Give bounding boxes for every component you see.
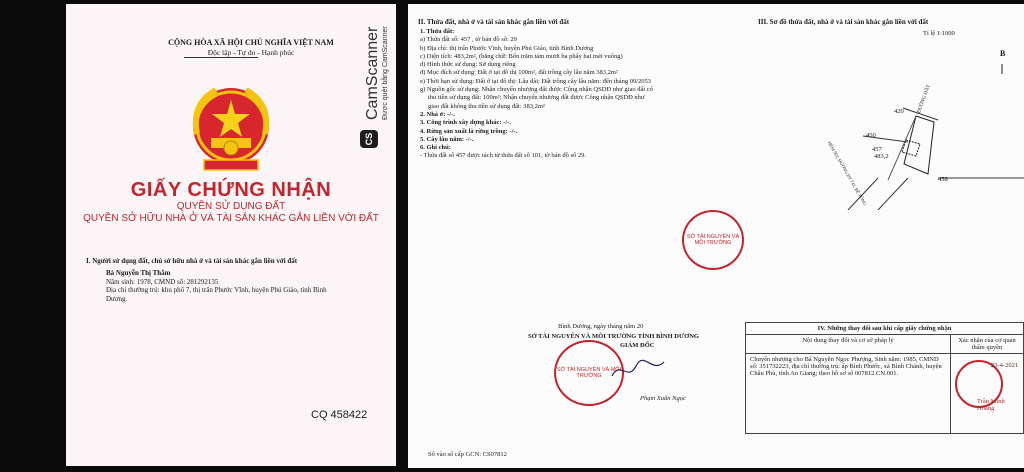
map-scale: Tỉ lệ 1:1000 [923,30,955,37]
authority-title: GIÁM ĐỐC [620,342,655,349]
official-seal-2: SỞ TÀI NGUYÊN VÀ MÔI TRƯỜNG [554,340,624,406]
changes-table [745,322,1024,434]
usage-term: e) Thời hạn sử dụng: Đất ở tại đô thị: Lâu dài; Đất trồng cây lâu năm: đến tháng 09/2053 [420,77,652,85]
map-label-450: 450 [866,132,876,139]
column-content-header: Nội dung thay đổi và cơ sở pháp lý [746,335,951,354]
other-construction-line: 3. Công trình xây dựng khác: -/-. [420,119,511,127]
owner-birth: Năm sinh: 1978, CMND số: 281292135 [106,277,219,286]
parcel-heading: 1. Thửa đất: [420,28,455,35]
map-label-420: 420 [894,108,904,115]
change-content-cell: Chuyển nhượng cho Bà Nguyễn Ngọc Phượng, Sinh năm: 1985, CMND số: 351732223, địa chỉ thường trú: ấp Bình Phước, xã Bình Chánh, huyện Châu Phú, tỉnh An Giang; theo hồ sơ số 007812.CN.001. [746,354,951,434]
parcel-address: b) Địa chỉ: thị trấn Phước Vĩnh, huyện Phú Giáo, tỉnh Bình Dương [420,44,594,52]
north-indicator: B [1000,49,1006,58]
perennial-line: 5. Cây lâu năm: -/-. [420,135,474,143]
owner-address-2: Dương. [106,294,128,303]
usage-origin-2: thu tiền sử dụng đất: 100m²; Nhận chuyển nhượng đất được Công nhận QSDĐ như [428,94,645,102]
map-label-area: 483,2 [874,153,889,160]
usage-origin-1: g) Nguồn gốc sử dụng: Nhận chuyển nhượng đất được Công nhận QSDĐ như giao đất có [420,86,653,94]
forest-line: 4. Rừng sản xuất là rừng trồng: -/-. [420,127,518,135]
section-3-heading: III. Sơ đồ thửa đất, nhà ở và tài sản khác gắn liền với đất [758,18,929,26]
map-alley-label: HẺM 902, ĐƯỜNG ĐT 741, BÊ TÔNG [826,140,868,207]
parcel-number: a) Thửa đất số: 457 , tờ bản đồ số: 29 [420,36,517,44]
issuing-authority: SỞ TÀI NGUYÊN VÀ MÔI TRƯỜNG TỈNH BÌNH DƯƠNG [528,333,699,340]
map-label-457: 457 [872,146,882,153]
camscanner-watermark [354,8,402,468]
camscanner-name: CamScanner [364,26,381,120]
national-motto: Độc lập - Tự do - Hạnh phúc [207,48,295,57]
national-emblem [176,74,286,184]
section-4-heading: IV. Những thay đổi sau khi cấp giấy chứng nhận [746,323,1024,335]
owner-block [106,269,376,303]
camscanner-subtitle: Được quét bằng CamScanner [382,26,389,120]
certificate-cover-page [66,4,396,466]
serial-number: CQ 458422 [311,409,368,421]
country-name: CỘNG HÒA XÃ HỘI CHỦ NGHĨA VIỆT NAM [168,38,334,47]
usage-origin-3: giao đất không thu tiền sử dụng đất: 383,2m² [428,102,545,110]
notes-heading: 6. Ghi chú: [420,144,451,152]
map-road-label: ĐƯỜNG ĐẤT [916,84,932,115]
certificate-title: GIẤY CHỨNG NHẬN [130,179,332,201]
section-2-heading: II. Thửa đất, nhà ở và tài sản khác gắn liền với đất [418,18,570,26]
house-line: 2. Nhà ở: -/-. [420,110,455,118]
column-confirmation-header: Xác nhận của cơ quan thẩm quyền [951,335,1024,354]
camscanner-logo: CS [360,130,378,148]
section-1-heading: I. Người sử dụng đất, chủ sở hữu nhà ở và tài sản khác gắn liền với đất [86,257,298,265]
motto-underline [184,57,258,58]
director-name: Phạm Xuân Ngọc [640,395,686,402]
usage-purpose: đ) Mục đích sử dụng: Đất ở tại đô thị 100m², đất trồng cây lâu năm 383,2m² [420,69,618,77]
parcel-map [808,60,1024,210]
land-parcel-details [420,28,653,161]
certificate-subtitle-1: QUYỀN SỬ DỤNG ĐẤT [176,201,286,212]
change-signer: Trần Minh Hoàng [977,398,1005,412]
map-label-458: 458 [938,176,948,183]
official-seal-1: SỞ TÀI NGUYÊN VÀ MÔI TRƯỜNG [682,210,744,270]
usage-form: d) Hình thức sử dụng: Sử dụng riêng [420,61,516,69]
registration-number: Số vào sổ cấp GCN: CS07812 [428,451,507,458]
parcel-area: c) Diện tích: 483,2m², (bằng chữ: Bốn trăm tám mươi ba phẩy hai mét vuông) [420,52,623,60]
certificate-detail-page [408,4,1024,468]
change-confirmation-cell [951,354,1024,434]
notes-text: - Thửa đất số 457 được tách từ thửa đất số 101, tờ bản đồ số 29. [420,152,586,160]
certificate-subtitle-2: QUYỀN SỞ HỮU NHÀ Ở VÀ TÀI SẢN KHÁC GẮN LIỀN VỚI ĐẤT [83,213,379,224]
issue-date-line: Bình Dương, ngày tháng năm 20 [558,323,644,330]
owner-name: Bà Nguyễn Thị Thắm [106,269,171,277]
director-signature [608,356,668,384]
owner-address-1: Địa chỉ thường trú: khu phố 7, thị trấn Phước Vĩnh, huyện Phú Giáo, tỉnh Bình [106,286,327,294]
change-date: 23-4-2021 [991,362,1019,369]
